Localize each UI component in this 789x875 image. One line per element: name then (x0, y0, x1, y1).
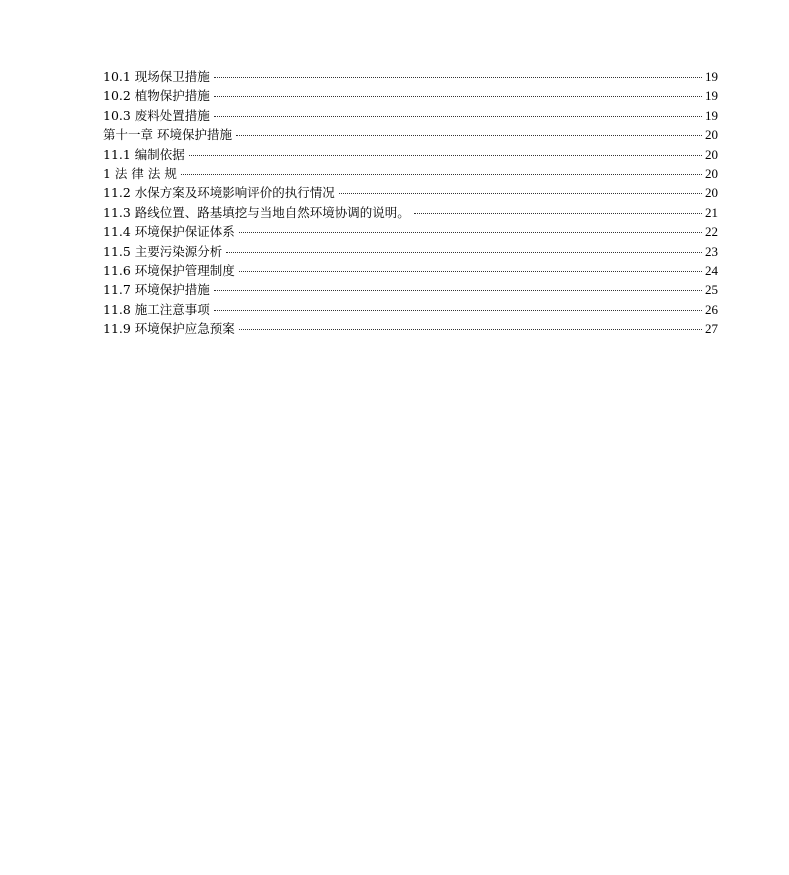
toc-entry-page: 19 (705, 107, 718, 123)
toc-entry-page: 23 (705, 243, 718, 259)
toc-entry-page: 25 (705, 282, 718, 298)
toc-entry-page: 20 (705, 185, 718, 201)
toc-entry-title: 11.8 施工注意事项 (103, 301, 210, 317)
toc-entry-title: 10.2 植物保护措施 (103, 88, 210, 104)
toc-entry-page: 26 (705, 301, 718, 317)
toc-entry-page: 22 (705, 224, 718, 240)
toc-leader-dots (214, 290, 702, 291)
toc-entry-page: 24 (705, 262, 718, 278)
toc-leader-dots (239, 329, 702, 330)
toc-entry (103, 86, 718, 105)
toc-entry-page: 21 (705, 204, 718, 220)
toc-leader-dots (189, 155, 702, 156)
toc-leader-dots (414, 213, 702, 214)
toc-entry (103, 164, 718, 183)
toc-entry-title: 11.4 环境保护保证体系 (103, 224, 235, 240)
toc-leader-dots (214, 96, 702, 97)
toc-entry (103, 145, 718, 164)
toc-entry (103, 106, 718, 125)
toc-entry-page: 20 (705, 146, 718, 162)
toc-leader-dots (214, 77, 702, 78)
toc-entry-title: 11.5 主要污染源分析 (103, 243, 223, 259)
toc-entry-title: 11.1 编制依据 (103, 146, 185, 162)
toc-entry-title: 11.6 环境保护管理制度 (103, 262, 235, 278)
table-of-contents (103, 67, 718, 338)
toc-entry-title: 11.7 环境保护措施 (103, 282, 210, 298)
toc-entry (103, 261, 718, 280)
toc-entry-page: 20 (705, 127, 718, 143)
toc-entry-title: 第十一章 环境保护措施 (103, 127, 232, 143)
toc-entry-page: 27 (705, 321, 718, 337)
toc-leader-dots (181, 174, 702, 175)
toc-entry (103, 280, 718, 299)
toc-entry-page: 19 (705, 69, 718, 84)
toc-leader-dots (239, 271, 702, 272)
toc-entry (103, 183, 718, 202)
toc-entry (103, 125, 718, 144)
toc-entry-title: 11.3 路线位置、路基填挖与当地自然环境协调的说明。 (103, 204, 410, 220)
toc-entry-title: 11.9 环境保护应急预案 (103, 321, 235, 337)
toc-entry (103, 300, 718, 319)
toc-entry-page: 20 (705, 165, 718, 181)
toc-leader-dots (236, 135, 702, 136)
toc-entry (103, 319, 718, 338)
toc-entry (103, 242, 718, 261)
toc-leader-dots (339, 193, 702, 194)
toc-entry-page: 19 (705, 88, 718, 104)
toc-entry (103, 222, 718, 241)
toc-leader-dots (226, 252, 702, 253)
toc-entry (103, 203, 718, 222)
toc-entry-title: 1 法 律 法 规 (103, 165, 177, 181)
toc-entry-title: 11.2 水保方案及环境影响评价的执行情况 (103, 185, 335, 201)
toc-leader-dots (214, 310, 702, 311)
toc-leader-dots (214, 116, 702, 117)
toc-entry (103, 67, 718, 86)
toc-leader-dots (239, 232, 702, 233)
toc-entry-title: 10.3 废料处置措施 (103, 107, 210, 123)
toc-entry-title: 10.1 现场保卫措施 (103, 69, 210, 84)
